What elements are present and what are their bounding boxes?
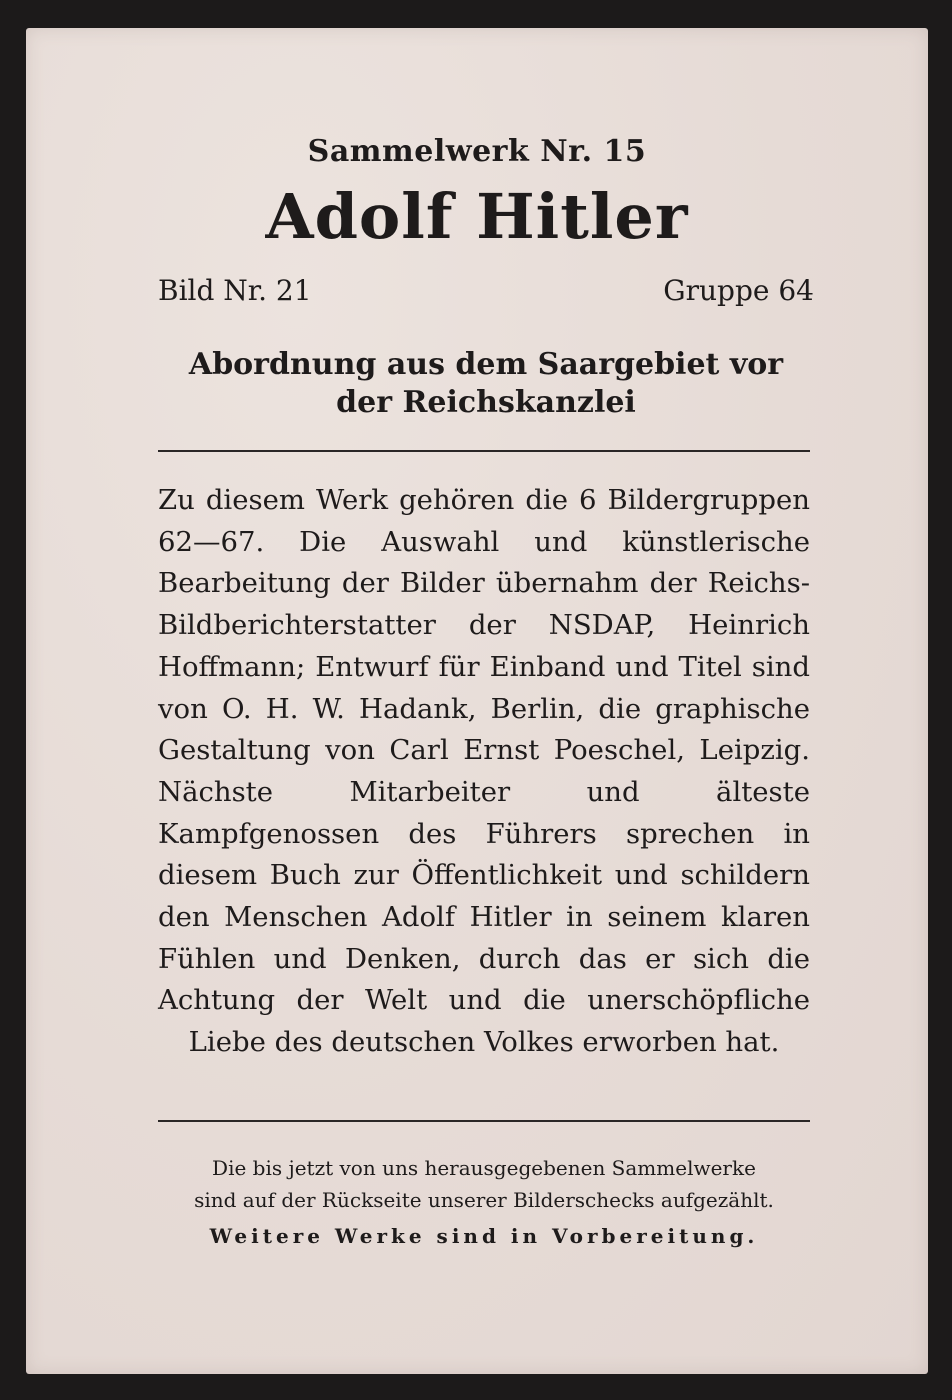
top-divider	[158, 450, 810, 452]
footer-line-2: sind auf der Rückseite unserer Bilderschecks aufgezählt.	[194, 1188, 774, 1212]
bottom-divider	[158, 1120, 810, 1122]
footer-line-1: Die bis jetzt von uns herausgegebenen Sammelwerke	[212, 1156, 756, 1180]
image-number: Bild Nr. 21	[158, 274, 312, 307]
footer-note	[158, 1152, 810, 1252]
footer-line-3: Weitere Werke sind in Vorbereitung.	[209, 1224, 759, 1248]
card-title: Adolf Hitler	[265, 180, 689, 253]
series-number: Sammelwerk Nr. 15	[307, 134, 647, 169]
card-back	[26, 28, 928, 1374]
meta-row	[158, 274, 814, 307]
image-caption: Abordnung aus dem Saargebiet vor der Reichskanzlei	[188, 347, 784, 420]
description-text: Zu diesem Werk gehören die 6 Bildergruppen 62—67. Die Auswahl und künstlerische Bearbeitung der Bilder übernahm der Reichs-Bildberichterstatter der NSDAP, Heinrich Hoffmann; Entwurf für Einband und Titel sind von O. H. W. Hadank, Berlin, die graphische Gestaltung von Carl Ernst Poeschel, Leipzig. Nächste Mitarbeiter und älteste Kampfgenossen des Führers sprechen in diesem Buch zur Öffentlichkeit und schildern den Menschen Adolf Hitler in seinem klaren Fühlen und Denken, durch das er sich die Achtung der Welt und die unerschöpfliche Liebe des deutschen Volkes erworben hat.	[158, 484, 810, 1059]
group-number: Gruppe 64	[663, 274, 814, 307]
